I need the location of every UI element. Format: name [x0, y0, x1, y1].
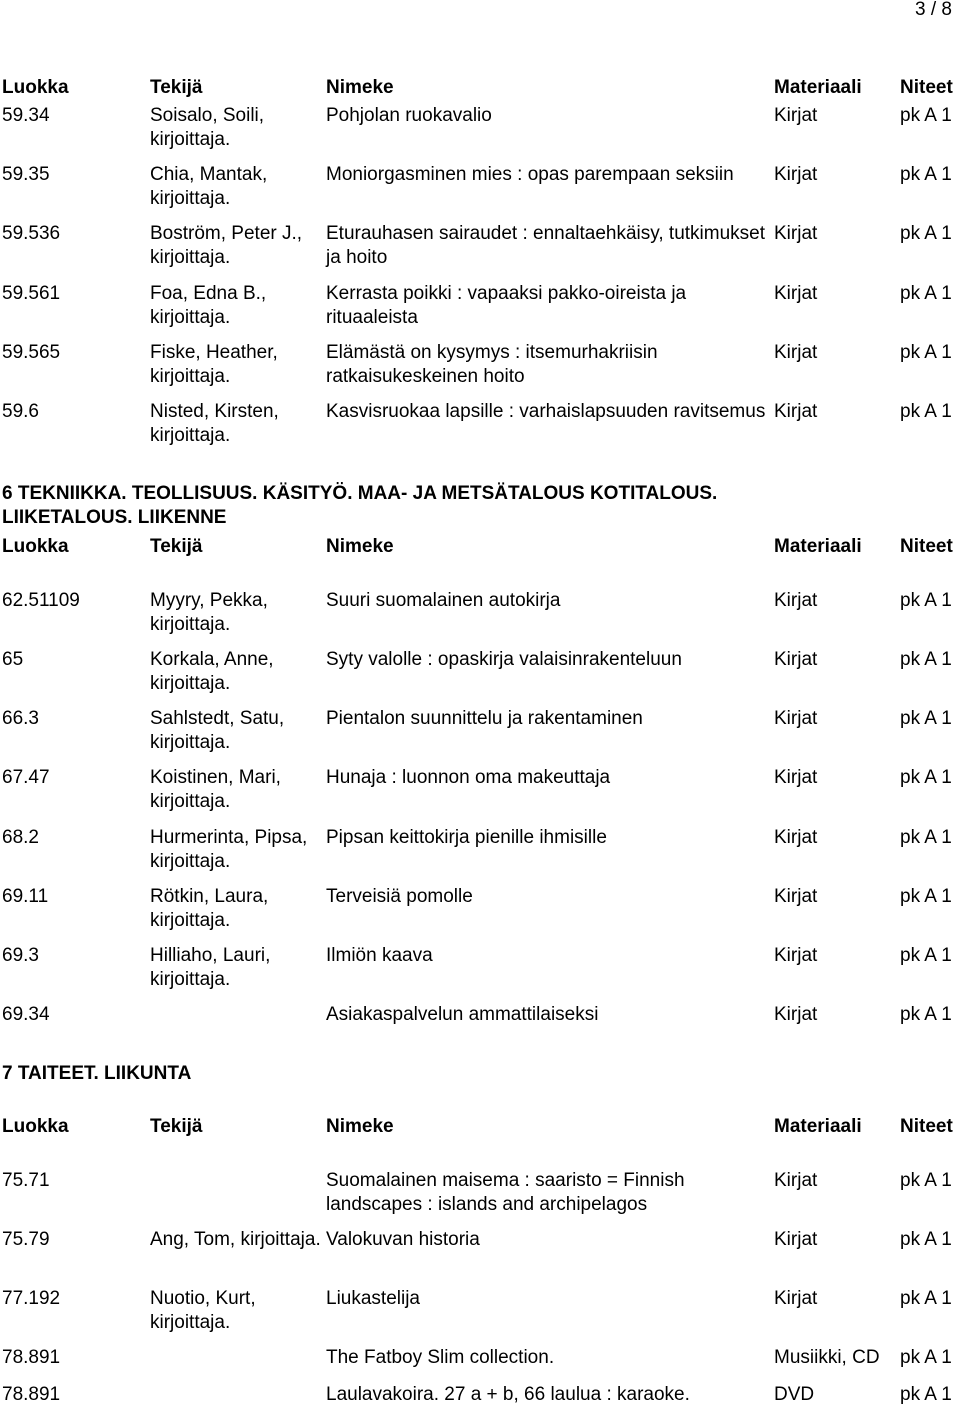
section-title: 7 TAITEET. LIIKUNTA	[2, 1063, 192, 1084]
cell-tekija: Korkala, Anne, kirjoittaja.	[150, 649, 274, 694]
cell-luokka: 68.2	[2, 827, 39, 848]
cell-materiaali: Kirjat	[774, 164, 818, 185]
cell-nimeke: Elämästä on kysymys : itsemurhakriisin ratkaisukeskeinen hoito	[326, 342, 658, 387]
cell-luokka: 66.3	[2, 708, 39, 729]
cell-luokka: 62.51109	[2, 590, 80, 611]
cell-niteet: pk A 1	[900, 649, 952, 670]
cell-nimeke: Syty valolle : opaskirja valaisinrakenteluun	[326, 649, 682, 670]
cell-luokka: 59.536	[2, 223, 61, 244]
cell-niteet: pk A 1	[900, 283, 952, 304]
cell-nimeke: Pipsan keittokirja pienille ihmisille	[326, 827, 607, 848]
cell-niteet: pk A 1	[900, 767, 952, 788]
header-niteet: Niteet	[900, 536, 953, 557]
cell-luokka: 78.891	[2, 1384, 61, 1405]
cell-luokka: 59.34	[2, 105, 50, 126]
cell-niteet: pk A 1	[900, 1004, 952, 1025]
cell-nimeke: Suuri suomalainen autokirja	[326, 590, 561, 611]
cell-nimeke: Liukastelija	[326, 1288, 420, 1309]
header-tekija: Tekijä	[150, 77, 203, 98]
cell-nimeke: Ilmiön kaava	[326, 945, 433, 966]
cell-nimeke: Eturauhasen sairaudet : ennaltaehkäisy, tutkimukset ja hoito	[326, 223, 766, 268]
cell-luokka: 67.47	[2, 767, 50, 788]
cell-niteet: pk A 1	[900, 1229, 952, 1250]
cell-tekija: Koistinen, Mari, kirjoittaja.	[150, 767, 281, 812]
cell-nimeke: Suomalainen maisema : saaristo = Finnish landscapes : islands and archipelagos	[326, 1170, 685, 1215]
cell-materiaali: Kirjat	[774, 105, 818, 126]
cell-tekija: Nuotio, Kurt, kirjoittaja.	[150, 1288, 256, 1333]
cell-luokka: 65	[2, 649, 24, 670]
cell-nimeke: Kerrasta poikki : vapaaksi pakko-oireista ja rituaaleista	[326, 283, 687, 328]
cell-nimeke: Hunaja : luonnon oma makeuttaja	[326, 767, 611, 788]
cell-materiaali: Kirjat	[774, 401, 818, 422]
cell-luokka: 69.3	[2, 945, 39, 966]
cell-tekija: Hilliaho, Lauri, kirjoittaja.	[150, 945, 271, 990]
header-luokka: Luokka	[2, 1116, 69, 1137]
cell-luokka: 69.34	[2, 1004, 50, 1025]
cell-niteet: pk A 1	[900, 1347, 952, 1368]
cell-niteet: pk A 1	[900, 886, 952, 907]
cell-materiaali: Kirjat	[774, 283, 818, 304]
header-nimeke: Nimeke	[326, 77, 394, 98]
cell-materiaali: Kirjat	[774, 1229, 818, 1250]
cell-nimeke: Moniorgasminen mies : opas parempaan seksiin	[326, 164, 734, 185]
header-niteet: Niteet	[900, 77, 953, 98]
cell-nimeke: Pohjolan ruokavalio	[326, 105, 492, 126]
cell-materiaali: Kirjat	[774, 827, 818, 848]
cell-luokka: 77.192	[2, 1288, 61, 1309]
cell-materiaali: DVD	[774, 1384, 815, 1405]
cell-tekija: Foa, Edna B., kirjoittaja.	[150, 283, 267, 328]
cell-luokka: 59.6	[2, 401, 39, 422]
cell-niteet: pk A 1	[900, 342, 952, 363]
cell-luokka: 59.565	[2, 342, 61, 363]
cell-niteet: pk A 1	[900, 1288, 952, 1309]
header-niteet: Niteet	[900, 1116, 953, 1137]
cell-materiaali: Kirjat	[774, 886, 818, 907]
cell-tekija: Myyry, Pekka, kirjoittaja.	[150, 590, 268, 635]
cell-luokka: 69.11	[2, 886, 49, 907]
cell-materiaali: Musiikki, CD	[774, 1347, 880, 1368]
header-nimeke: Nimeke	[326, 536, 394, 557]
header-luokka: Luokka	[2, 536, 69, 557]
cell-niteet: pk A 1	[900, 401, 952, 422]
cell-nimeke: Valokuvan historia	[326, 1229, 480, 1250]
cell-materiaali: Kirjat	[774, 342, 818, 363]
cell-materiaali: Kirjat	[774, 590, 818, 611]
cell-luokka: 59.35	[2, 164, 50, 185]
cell-materiaali: Kirjat	[774, 223, 818, 244]
cell-luokka: 59.561	[2, 283, 61, 304]
cell-tekija: Boström, Peter J., kirjoittaja.	[150, 223, 303, 268]
cell-materiaali: Kirjat	[774, 1004, 818, 1025]
cell-luokka: 78.891	[2, 1347, 61, 1368]
cell-niteet: pk A 1	[900, 1384, 952, 1405]
cell-materiaali: Kirjat	[774, 1288, 818, 1309]
cell-niteet: pk A 1	[900, 708, 952, 729]
page-number: 3 / 8	[915, 0, 952, 20]
header-luokka: Luokka	[2, 77, 69, 98]
cell-tekija: Sahlstedt, Satu, kirjoittaja.	[150, 708, 285, 753]
header-tekija: Tekijä	[150, 536, 203, 557]
cell-niteet: pk A 1	[900, 827, 952, 848]
cell-materiaali: Kirjat	[774, 1170, 818, 1191]
cell-tekija: Rötkin, Laura, kirjoittaja.	[150, 886, 269, 931]
cell-nimeke: Kasvisruokaa lapsille : varhaislapsuuden ravitsemus	[326, 401, 766, 422]
cell-niteet: pk A 1	[900, 945, 952, 966]
cell-niteet: pk A 1	[900, 223, 952, 244]
header-nimeke: Nimeke	[326, 1116, 394, 1137]
cell-nimeke: Pientalon suunnittelu ja rakentaminen	[326, 708, 643, 729]
cell-nimeke: Asiakaspalvelun ammattilaiseksi	[326, 1004, 599, 1025]
header-tekija: Tekijä	[150, 1116, 203, 1137]
cell-niteet: pk A 1	[900, 164, 952, 185]
cell-nimeke: Terveisiä pomolle	[326, 886, 473, 907]
header-materiaali: Materiaali	[774, 536, 862, 557]
cell-nimeke: Laulavakoira. 27 a + b, 66 laulua : karaoke.	[326, 1384, 690, 1405]
cell-tekija: Hurmerinta, Pipsa, kirjoittaja.	[150, 827, 308, 872]
section-title: 6 TEKNIIKKA. TEOLLISUUS. KÄSITYÖ. MAA- JA METSÄTALOUS KOTITALOUS.	[2, 483, 718, 504]
cell-niteet: pk A 1	[900, 1170, 952, 1191]
cell-materiaali: Kirjat	[774, 708, 818, 729]
cell-tekija: Fiske, Heather, kirjoittaja.	[150, 342, 278, 387]
cell-tekija: Chia, Mantak, kirjoittaja.	[150, 164, 268, 209]
header-materiaali: Materiaali	[774, 77, 862, 98]
cell-luokka: 75.71	[2, 1170, 50, 1191]
cell-materiaali: Kirjat	[774, 649, 818, 670]
cell-materiaali: Kirjat	[774, 945, 818, 966]
cell-materiaali: Kirjat	[774, 767, 818, 788]
cell-niteet: pk A 1	[900, 590, 952, 611]
cell-luokka: 75.79	[2, 1229, 50, 1250]
cell-tekija: Ang, Tom, kirjoittaja.	[150, 1229, 321, 1250]
cell-niteet: pk A 1	[900, 105, 952, 126]
cell-nimeke: The Fatboy Slim collection.	[326, 1347, 555, 1368]
section-title: LIIKETALOUS. LIIKENNE	[2, 507, 227, 528]
cell-tekija: Nisted, Kirsten, kirjoittaja.	[150, 401, 279, 446]
cell-tekija: Soisalo, Soili, kirjoittaja.	[150, 105, 265, 150]
header-materiaali: Materiaali	[774, 1116, 862, 1137]
